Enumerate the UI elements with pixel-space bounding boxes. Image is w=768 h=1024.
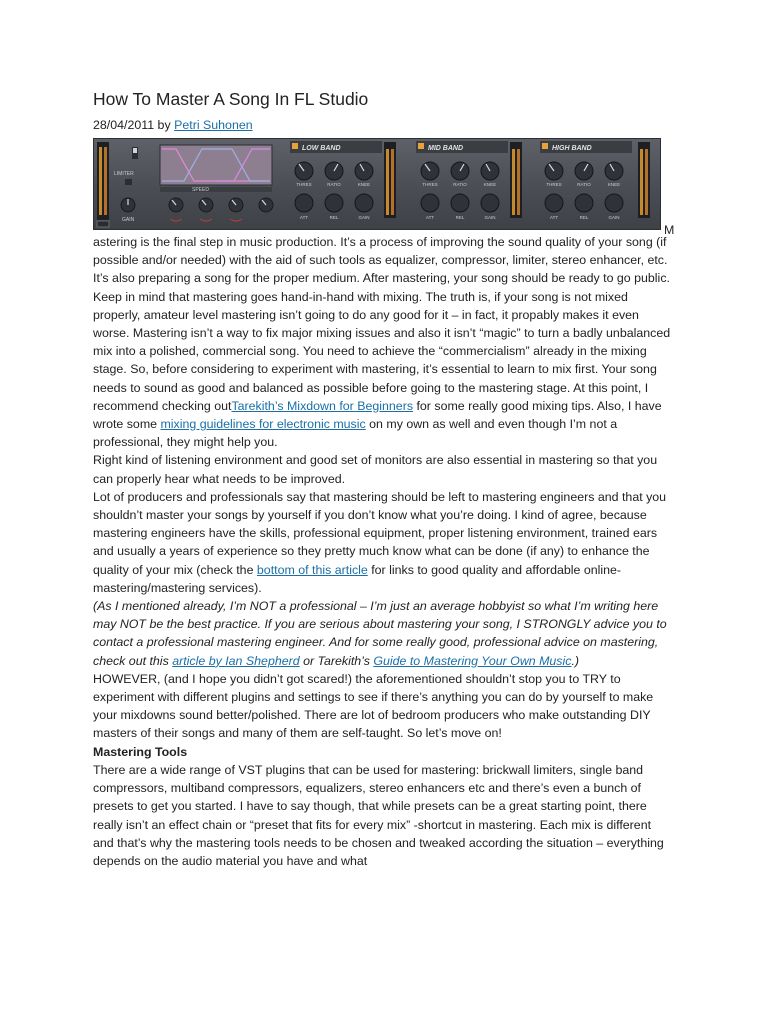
drop-letter: M	[664, 223, 675, 237]
band-title-mid: MID BAND	[428, 145, 463, 152]
svg-text:REL: REL	[329, 215, 339, 220]
svg-text:ATT: ATT	[299, 215, 309, 220]
band-title-high: HIGH BAND	[552, 145, 592, 152]
svg-text:RATIO: RATIO	[327, 182, 341, 187]
post-date: 28/04/2011	[93, 118, 155, 132]
svg-text:GAIN: GAIN	[358, 215, 370, 220]
svg-text:REL: REL	[455, 215, 465, 220]
svg-text:KNEE: KNEE	[357, 182, 371, 187]
svg-text:RATIO: RATIO	[453, 182, 467, 187]
guide-to-mastering-link[interactable]: Guide to Mastering Your Own Music	[373, 653, 572, 668]
mixdown-for-beginners-link[interactable]: Tarekith’s Mixdown for Beginners	[231, 398, 414, 413]
author-link[interactable]: Petri Suhonen	[174, 118, 253, 132]
speed-label: SPEED	[192, 187, 209, 193]
svg-text:RATIO: RATIO	[577, 182, 591, 187]
paragraph-however: HOWEVER, (and I hope you didn’t got scared!) the aforementioned shouldn’t stop you to TRY to experiment with different plugins and settings to see if there’s anything you can do by yourself to make your mixdowns sound better/polished. There are lot of bedroom producers who make outstanding DIY masters of their songs and many of them are self-taught. So let’s move on!	[93, 671, 654, 741]
band-title-low: LOW BAND	[302, 145, 341, 152]
svg-text:THRES: THRES	[422, 182, 438, 187]
plugin-graphic	[94, 139, 660, 229]
paragraph-disclaimer: (As I mentioned already, I’m NOT a professional – I’m just an average hobbyist so what I’m writing here may NOT be the best practice. If you are serious about mastering your song, I STRONGLY advice you to contact a professional mastering engineer. And for some really good, professional advice on mastering, check out this article by Ian Shepherd or Tarekith’s Guide to Mastering Your Own Music.)	[93, 599, 667, 668]
svg-text:REL: REL	[579, 215, 589, 220]
multiband-compressor-image	[93, 138, 661, 230]
plugin-image-row	[93, 138, 675, 237]
article	[93, 88, 675, 870]
mixing-guidelines-link[interactable]: mixing guidelines for electronic music	[160, 417, 366, 432]
paragraph-intro: astering is the final step in music production. It’s a process of improving the sound quality of your song (if possible and/or needed) with the aid of such tools as equalizer, compressor, limiter, stereo enhancer, etc. It’s also preparing a song for the proper medium. After mastering, your song should be ready to go public.	[93, 235, 670, 286]
svg-text:ATT: ATT	[425, 215, 435, 220]
gain-label: GAIN	[122, 217, 135, 223]
ian-shepherd-link[interactable]: article by Ian Shepherd	[172, 653, 300, 668]
svg-text:GAIN: GAIN	[484, 215, 496, 220]
bottom-of-article-link[interactable]: bottom of this article	[256, 562, 368, 577]
by-label: by	[157, 118, 171, 132]
paragraph-engineers: Lot of producers and professionals say that mastering should be left to mastering engineers and that you shouldn’t master your songs by yourself if you don’t know what you’re doing. I kind of agree, because mastering engineers have the skills, professional equipment, proper listening environment, trained ears and usually a years of experience so they pretty much know what can be done (if any) to enhance the quality of your mix (check the bottom of this article for links to good quality and affordable online-mastering/mastering services).	[93, 489, 667, 595]
article-meta	[93, 117, 675, 133]
svg-text:GAIN: GAIN	[608, 215, 620, 220]
svg-text:KNEE: KNEE	[607, 182, 621, 187]
paragraph-mixing: Keep in mind that mastering goes hand-in-hand with mixing. The truth is, if your song is not mixed properly, amateur level mastering isn’t going to do any good for it – in fact, it propably makes it even worse. Mastering isn’t a way to fix major mixing issues and also it isn’t “magic” to turn a badly unbalanced mix into a polished, commercial song. You need to achieve the “commercialism” already in the mixing stage. So, before considering to experiment with mastering, it’s essential to learn to mix first. Your song needs to sound as good and balanced as possible before going to the mastering stage. At this point, I recommend checking outTarekith’s Mixdown for Beginners for some really good mixing tips. Also, I have wrote some mixing guidelines for electronic music on my own as well and even though I’m not a professional, they might help you.	[93, 289, 671, 450]
paragraph-tools: There are a wide range of VST plugins that can be used for mastering: brickwall limiters, single band compressors, multiband compressors, equalizers, stereo enhancers etc and there’s even a bunch of presets to get you started. I have to say though, that while presets can be a great starting point, there really isn’t an effect chain or “preset that fits for every mix” -shortcut in mastering. Each mix is different and that’s why the mastering tools needs to be chosen and tweaked according the situation – everything depends on the audio material you have and what	[93, 762, 664, 868]
svg-text:THRES: THRES	[546, 182, 562, 187]
article-title: How To Master A Song In FL Studio	[93, 89, 369, 109]
subheading-mastering-tools: Mastering Tools	[93, 744, 188, 759]
paragraph-environment: Right kind of listening environment and good set of monitors are also essential in mastering so that you can properly hear what needs to be improved.	[93, 453, 658, 486]
limiter-label: LIMITER	[114, 171, 134, 177]
svg-text:KNEE: KNEE	[483, 182, 497, 187]
svg-text:THRES: THRES	[296, 182, 312, 187]
svg-text:ATT: ATT	[549, 215, 559, 220]
